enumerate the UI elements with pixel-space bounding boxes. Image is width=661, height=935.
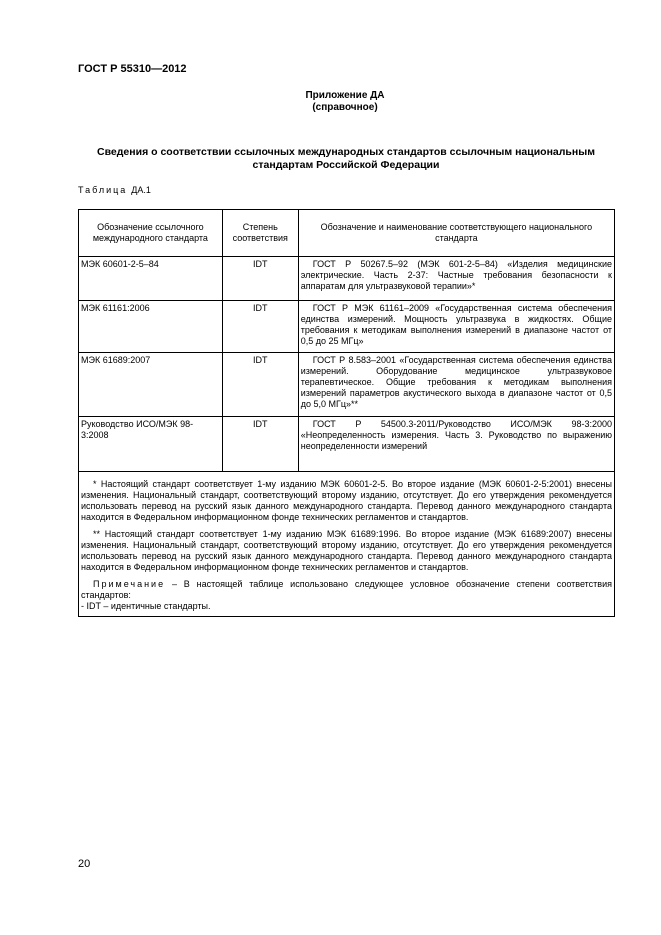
- standards-table: [78, 209, 615, 617]
- table-row: [79, 301, 615, 353]
- table-row: [79, 257, 615, 301]
- national-standard-text: ГОСТ Р МЭК 61161–2009 «Государственная система обеспечения единства измерений. Мощность ультразвука в жидкостях. Общие требования к методикам выполнения измерений в диапазоне частот от 0,5 до 25 МГц»: [300, 303, 612, 346]
- degree-cell: IDT: [222, 417, 298, 472]
- national-standard-cell: [298, 301, 614, 353]
- section-title: Сведения о соответствии ссылочных международных стандартов ссылочным национальным стандартам Российской Федерации: [97, 146, 595, 171]
- note: [81, 579, 612, 601]
- header-international-standard: Обозначение ссылочного международного стандарта: [79, 210, 223, 257]
- document-code: ГОСТ Р 55310—2012: [78, 63, 187, 75]
- intl-standard-cell: МЭК 61161:2006: [79, 301, 223, 353]
- table-notes: [79, 472, 615, 617]
- footnote-1: [81, 479, 612, 523]
- national-standard-text: ГОСТ Р 8.583–2001 «Государственная система обеспечения единства измерений. Оборудование медицинское ультразвуковое терапевтическое. Общие требования к методикам выполнения измерений параметров акустического выхода в диапазоне частот от 0,5 до 5,0 МГц»**: [300, 355, 612, 409]
- table-row: [79, 417, 615, 472]
- appendix-subtitle: (справочное): [312, 102, 378, 113]
- note-label: Примечание: [93, 579, 166, 589]
- national-standard-cell: [298, 353, 614, 417]
- header-degree-of-conformity: Степень соответствия: [222, 210, 298, 257]
- appendix-title: Приложение ДА: [305, 90, 385, 101]
- national-standard-text: ГОСТ Р 54500.3-2011/Руководство ИСО/МЭК 98-3:2000 «Неопределенность измерения. Часть 3. Руководство по выражению неопределенности измерений: [300, 419, 612, 451]
- intl-standard-cell: МЭК 61689:2007: [79, 353, 223, 417]
- table-header-row: [79, 210, 615, 257]
- table-label-number: ДА.1: [131, 185, 151, 195]
- table-label-word: Таблица: [78, 185, 128, 195]
- table-label: [78, 185, 151, 195]
- degree-cell: IDT: [222, 301, 298, 353]
- header-national-standard: Обозначение и наименование соответствующего национального стандарта: [298, 210, 614, 257]
- intl-standard-cell: Руководство ИСО/МЭК 98-3:2008: [79, 417, 223, 472]
- national-standard-text: ГОСТ Р 50267.5–92 (МЭК 601-2-5–84) «Изделия медицинские электрические. Часть 2-37: Частные требования безопасности к аппаратам для ультразвуковой терапии»*: [300, 259, 612, 291]
- note-text: – В настоящей таблице использовано следующее условное обозначение степени соответствия стандартов:: [81, 579, 612, 600]
- table-row: [79, 353, 615, 417]
- intl-standard-cell: МЭК 60601-2-5–84: [79, 257, 223, 301]
- degree-cell: IDT: [222, 257, 298, 301]
- footnote-2: [81, 529, 612, 573]
- footnote-1-text: * Настоящий стандарт соответствует 1-му изданию МЭК 60601-2-5. Во второе издание (МЭК 60601-2-5:2001) внесены изменения. Национальный стандарт, соответствующий второму изданию, отсутствует. До его утверждения рекомендуется использовать перевод на русский язык данного международного стандарта. Перевод данного международного стандарта находится в Федеральном информационном фонде технических регламентов и стандартов.: [81, 479, 612, 522]
- national-standard-cell: [298, 257, 614, 301]
- table-notes-row: [79, 472, 615, 617]
- national-standard-cell: [298, 417, 614, 472]
- footnote-2-text: ** Настоящий стандарт соответствует 1-му изданию МЭК 61689:1996. Во второе издание (МЭК 61689:2007) внесены изменения. Национальный стандарт, соответствующий второму изданию, отсутствует. До его утверждения рекомендуется использовать перевод на русский язык данного международного стандарта. Перевод данного международного стандарта находится в Федеральном информационном фонде технических регламентов и стандартов.: [81, 529, 612, 572]
- degree-cell: IDT: [222, 353, 298, 417]
- page-number: 20: [78, 858, 91, 870]
- note-item: - IDT – идентичные стандарты.: [81, 601, 211, 611]
